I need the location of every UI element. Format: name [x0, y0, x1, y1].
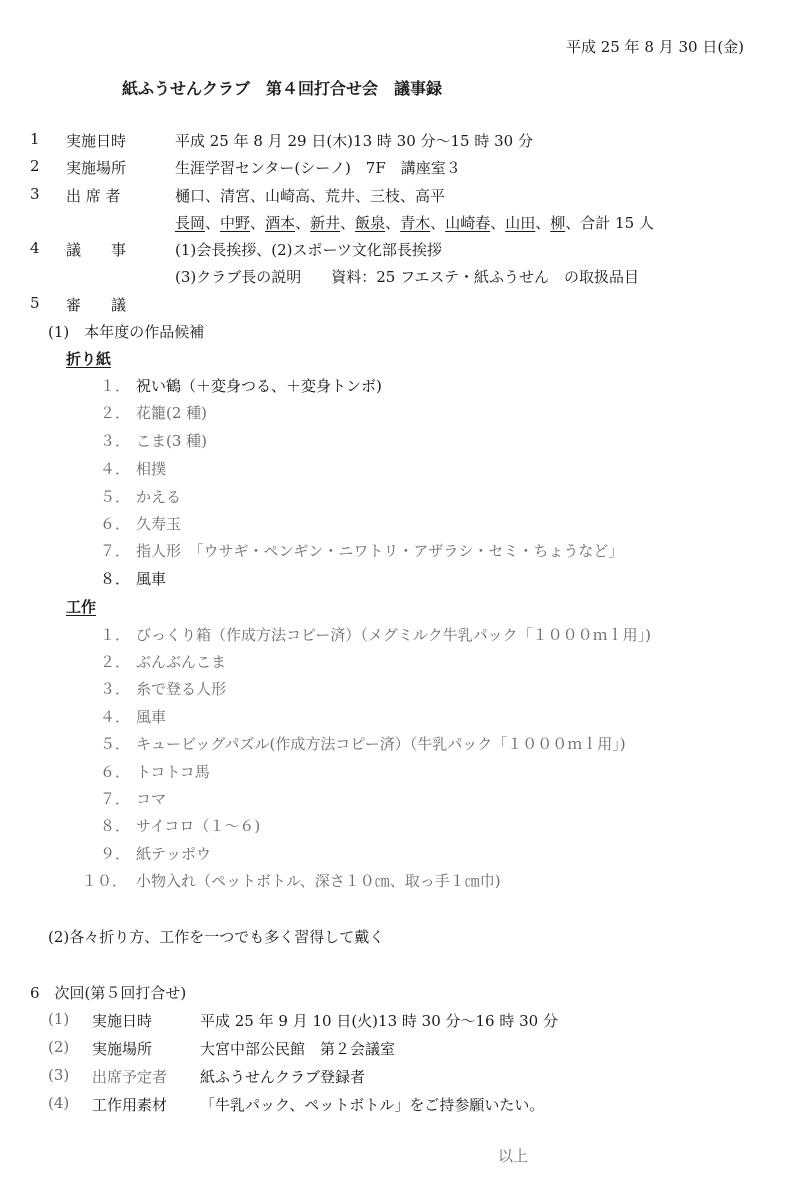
section-number: 5 [30, 294, 40, 312]
list-number: ２． [100, 404, 131, 422]
list-text: トコトコ馬 [136, 763, 210, 781]
list-item [100, 761, 210, 782]
section-number: 4 [30, 239, 40, 257]
next-meeting-item [48, 1066, 365, 1087]
section-label-attendees: 出 席 者 [66, 187, 121, 205]
list-item [100, 815, 260, 836]
list-item [100, 788, 166, 809]
section-value-datetime: 平成 25 年 8 月 29 日(木)13 時 30 分～15 時 30 分 [175, 132, 533, 150]
item-number: (2) [48, 1038, 70, 1056]
list-text: 花籠(2 種) [136, 404, 208, 422]
attendee-name: 山崎春 [445, 214, 491, 232]
list-item [100, 486, 181, 507]
list-number: ９． [100, 845, 131, 863]
section-label-agenda: 議 事 [66, 241, 127, 259]
list-text: かえる [136, 488, 182, 506]
list-text: サイコロ（１～６) [136, 817, 261, 835]
list-number: ８． [100, 570, 131, 588]
list-text: 風車 [136, 708, 167, 726]
list-text: 風車 [136, 570, 167, 588]
section-number: 1 [30, 130, 40, 148]
item-label: 実施日時 [92, 1012, 153, 1030]
item-value: 「牛乳パック、ペットボトル」をご持参願いたい。 [200, 1096, 545, 1114]
list-number: ３． [100, 680, 131, 698]
next-meeting-item [48, 1010, 558, 1031]
list-text: 指人形 「ウサギ・ペンギン・ニワトリ・アザラシ・セミ・ちょうなど」 [136, 542, 624, 560]
list-text: びっくり箱（作成方法コピー済）（メグミルク牛乳パック「１０００ｍｌ用」) [136, 626, 651, 644]
attendee-name: 酒本 [265, 214, 296, 232]
attendee-name: 柳 [550, 214, 566, 232]
list-text: 紙テッポウ [136, 845, 212, 863]
origami-heading: 折り紙 [66, 350, 112, 368]
list-item [100, 843, 211, 864]
list-text: 相撲 [136, 460, 167, 478]
list-number: ４． [100, 460, 131, 478]
item-label: 出席予定者 [92, 1068, 168, 1086]
list-item [100, 458, 166, 479]
item-number: (4) [48, 1094, 70, 1112]
list-item [100, 430, 207, 451]
item-label: 実施場所 [92, 1040, 153, 1058]
attendee-name: 長岡 [175, 214, 206, 232]
separator: 、 [535, 214, 551, 232]
separator: 、 [430, 214, 446, 232]
list-item [100, 733, 626, 754]
next-meeting-item [48, 1038, 395, 1059]
list-number: ７． [100, 790, 131, 808]
attendee-name: 中野 [220, 214, 251, 232]
section-label-deliberation: 審 議 [66, 296, 127, 314]
list-number: ８． [100, 817, 131, 835]
craft-heading: 工作 [66, 598, 97, 616]
list-text: 糸で登る人形 [136, 680, 227, 698]
closing-text: 以上 [498, 1147, 529, 1165]
list-item [100, 402, 207, 423]
attendee-name: 飯泉 [355, 214, 386, 232]
list-item [100, 513, 181, 534]
separator: 、 [490, 214, 506, 232]
list-text: ぶんぶんこま [136, 653, 227, 671]
list-number: ５． [100, 488, 131, 506]
separator: 、 [295, 214, 311, 232]
list-number: １． [100, 626, 131, 644]
list-number: ５． [100, 735, 131, 753]
list-text: 小物入れ（ペットボトル、深さ１０㎝、取っ手１㎝巾) [136, 872, 501, 890]
separator: 、 [340, 214, 356, 232]
list-item [100, 624, 651, 645]
item-value: 大宮中部公民館 第２会議室 [200, 1040, 396, 1058]
attendees-line-1: 樋口、清宮、山崎高、荒井、三枝、高平 [175, 187, 446, 205]
next-meeting-item [48, 1094, 544, 1115]
agenda-line-2: (3)クラブ長の説明 資料：25 フエステ・紙ふうせん の取扱品目 [175, 268, 640, 286]
attendee-total: 合計 15 人 [580, 214, 654, 232]
list-number: １０． [82, 872, 128, 890]
attendee-name: 青木 [400, 214, 431, 232]
list-number: ４． [100, 708, 131, 726]
list-text: こま(3 種) [136, 432, 208, 450]
document-date: 平成 25 年 8 月 30 日(金) [566, 38, 745, 56]
item-number: (1) [48, 1010, 70, 1028]
list-text: コマ [136, 790, 167, 808]
item-number: (3) [48, 1066, 70, 1084]
list-item [100, 651, 226, 672]
item-label: 工作用素材 [92, 1096, 168, 1114]
list-text: 久寿玉 [136, 515, 182, 533]
section-number: 3 [30, 185, 40, 203]
list-number: ６． [100, 515, 131, 533]
list-number: ７． [100, 542, 131, 560]
list-number: ３． [100, 432, 131, 450]
list-item [100, 375, 382, 396]
attendee-name: 山田 [505, 214, 536, 232]
list-item [100, 706, 166, 727]
separator: 、 [565, 214, 581, 232]
list-text: 祝い鶴（＋変身つる、＋変身トンボ) [136, 377, 382, 395]
list-number: １． [100, 377, 131, 395]
list-item [82, 870, 501, 891]
attendee-name: 新井 [310, 214, 341, 232]
section-value-venue: 生涯学習センター(シーノ) 7F 講座室３ [175, 159, 461, 177]
item-value: 紙ふうせんクラブ登録者 [200, 1068, 366, 1086]
item-value: 平成 25 年 9 月 10 日(火)13 時 30 分～16 時 30 分 [200, 1012, 558, 1030]
separator: 、 [250, 214, 266, 232]
separator: 、 [205, 214, 221, 232]
list-item [100, 678, 226, 699]
attendees-line-2 [175, 212, 654, 233]
list-text: キュービッグパズル(作成方法コピー済）（牛乳パック「１０００ｍｌ用」) [136, 735, 626, 753]
separator: 、 [385, 214, 401, 232]
list-number: ６． [100, 763, 131, 781]
deliberation-subheading-2: (2)各々折り方、工作を一つでも多く習得して戴く [48, 928, 385, 946]
section-label-datetime: 実施日時 [66, 132, 127, 150]
section-label-venue: 実施場所 [66, 159, 127, 177]
deliberation-subheading-1: (1) 本年度の作品候補 [48, 323, 205, 341]
list-item [100, 568, 166, 589]
list-number: ２． [100, 653, 131, 671]
document-title: 紙ふうせんクラブ 第４回打合せ会 議事録 [122, 79, 443, 98]
next-meeting-heading: 6 次回(第５回打合せ) [30, 984, 187, 1002]
section-number: 2 [30, 157, 40, 175]
list-item [100, 540, 623, 561]
agenda-line-1: (1)会長挨拶、(2)スポーツ文化部長挨拶 [175, 241, 442, 259]
